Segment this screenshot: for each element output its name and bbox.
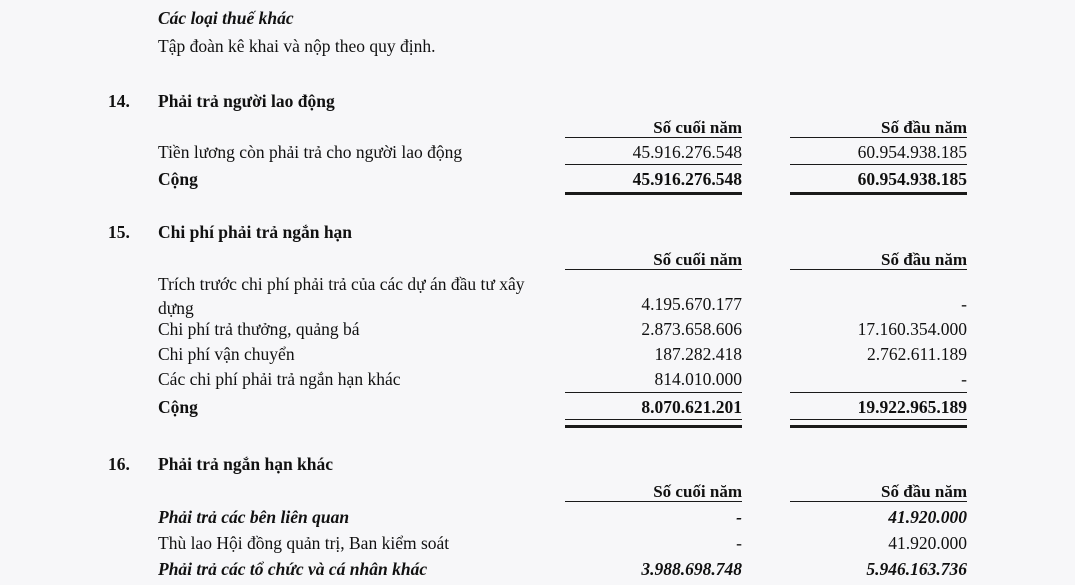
section-15-row-2-label: Chi phí trả thưởng, quảng bá bbox=[158, 319, 360, 339]
section-15-subtotal-rule-col2 bbox=[790, 392, 967, 393]
section-15-header-rule-col1 bbox=[565, 269, 742, 270]
section-16-row-2-label: Thù lao Hội đồng quản trị, Ban kiểm soát bbox=[158, 533, 450, 553]
section-14-row-value-end-of-year: 45.916.276.548 bbox=[632, 142, 742, 162]
section-14-total-end-of-year: 45.916.276.548 bbox=[632, 169, 742, 189]
section-14-total-label: Cộng bbox=[158, 169, 198, 189]
section-15-row-4-label: Các chi phí phải trả ngắn hạn khác bbox=[158, 369, 401, 389]
section-16-row-1-value-end-of-year: - bbox=[736, 507, 742, 527]
section-16-col-header-end-of-year: Số cuối năm bbox=[653, 482, 742, 501]
section-14-total-start-of-year: 60.954.938.185 bbox=[857, 169, 967, 189]
section-15-row-3-value-start-of-year: 2.762.611.189 bbox=[867, 344, 967, 364]
section-14-header-rule-col1 bbox=[565, 137, 742, 138]
section-16-row-1-value-start-of-year: 41.920.000 bbox=[888, 507, 967, 527]
section-16-row-2-value-start-of-year: 41.920.000 bbox=[888, 533, 967, 553]
section-15-row-3-value-end-of-year: 187.282.418 bbox=[654, 344, 742, 364]
section-16-col-header-start-of-year: Số đầu năm bbox=[881, 482, 967, 501]
section-15-total-double-rule-col2 bbox=[790, 419, 967, 428]
section-14-total-rule-col1 bbox=[565, 192, 742, 195]
section-15-row-2-value-end-of-year: 2.873.658.606 bbox=[641, 319, 742, 339]
section-14-col-header-end-of-year: Số cuối năm bbox=[653, 118, 742, 137]
section-15-total-end-of-year: 8.070.621.201 bbox=[641, 397, 742, 417]
section-16-number: 16. bbox=[108, 454, 130, 474]
section-15-total-label: Cộng bbox=[158, 397, 198, 417]
section-15-row-2-value-start-of-year: 17.160.354.000 bbox=[857, 319, 967, 339]
section-14-row-label: Tiền lương còn phải trả cho người lao động bbox=[158, 142, 463, 162]
section-16-row-1-label: Phải trả các bên liên quan bbox=[158, 507, 350, 527]
section-14-row-value-start-of-year: 60.954.938.185 bbox=[857, 142, 967, 162]
section-15-row-1-value-end-of-year: 4.195.670.177 bbox=[641, 294, 742, 314]
section-16-header-rule-col2 bbox=[790, 501, 967, 502]
section-14-subtotal-rule-col2 bbox=[790, 164, 967, 165]
section-15-row-1-value-start-of-year: - bbox=[961, 294, 967, 314]
section-16-row-2-value-end-of-year: - bbox=[736, 533, 742, 553]
section-15-row-3-label: Chi phí vận chuyển bbox=[158, 344, 295, 364]
section-15-col-header-start-of-year: Số đầu năm bbox=[881, 250, 967, 269]
intro-heading: Các loại thuế khác bbox=[158, 8, 294, 28]
section-16-row-3-value-end-of-year: 3.988.698.748 bbox=[641, 559, 742, 579]
section-16-title: Phải trả ngắn hạn khác bbox=[158, 454, 334, 474]
section-15-subtotal-rule-col1 bbox=[565, 392, 742, 393]
section-15-total-start-of-year: 19.922.965.189 bbox=[857, 397, 967, 417]
section-16-row-3-label: Phải trả các tổ chức và cá nhân khác bbox=[158, 559, 428, 579]
section-14-header-rule-col2 bbox=[790, 137, 967, 138]
section-14-subtotal-rule-col1 bbox=[565, 164, 742, 165]
section-16-row-3-value-start-of-year: 5.946.163.736 bbox=[866, 559, 967, 579]
section-15-col-header-end-of-year: Số cuối năm bbox=[653, 250, 742, 269]
section-15-total-double-rule-col1 bbox=[565, 419, 742, 428]
section-15-title: Chi phí phải trả ngắn hạn bbox=[158, 222, 353, 242]
section-15-row-4-value-end-of-year: 814.010.000 bbox=[654, 369, 742, 389]
section-14-number: 14. bbox=[108, 91, 130, 111]
section-15-row-1-label: Trích trước chi phí phải trả của các dự án đầu tư xây dựng bbox=[158, 274, 525, 318]
section-15-header-rule-col2 bbox=[790, 269, 967, 270]
section-14-col-header-start-of-year: Số đầu năm bbox=[881, 118, 967, 137]
section-15-row-4-value-start-of-year: - bbox=[961, 369, 967, 389]
section-15-number: 15. bbox=[108, 222, 130, 242]
intro-body-text: Tập đoàn kê khai và nộp theo quy định. bbox=[158, 36, 436, 56]
section-14-total-rule-col2 bbox=[790, 192, 967, 195]
section-14-title: Phải trả người lao động bbox=[158, 91, 335, 111]
section-16-header-rule-col1 bbox=[565, 501, 742, 502]
